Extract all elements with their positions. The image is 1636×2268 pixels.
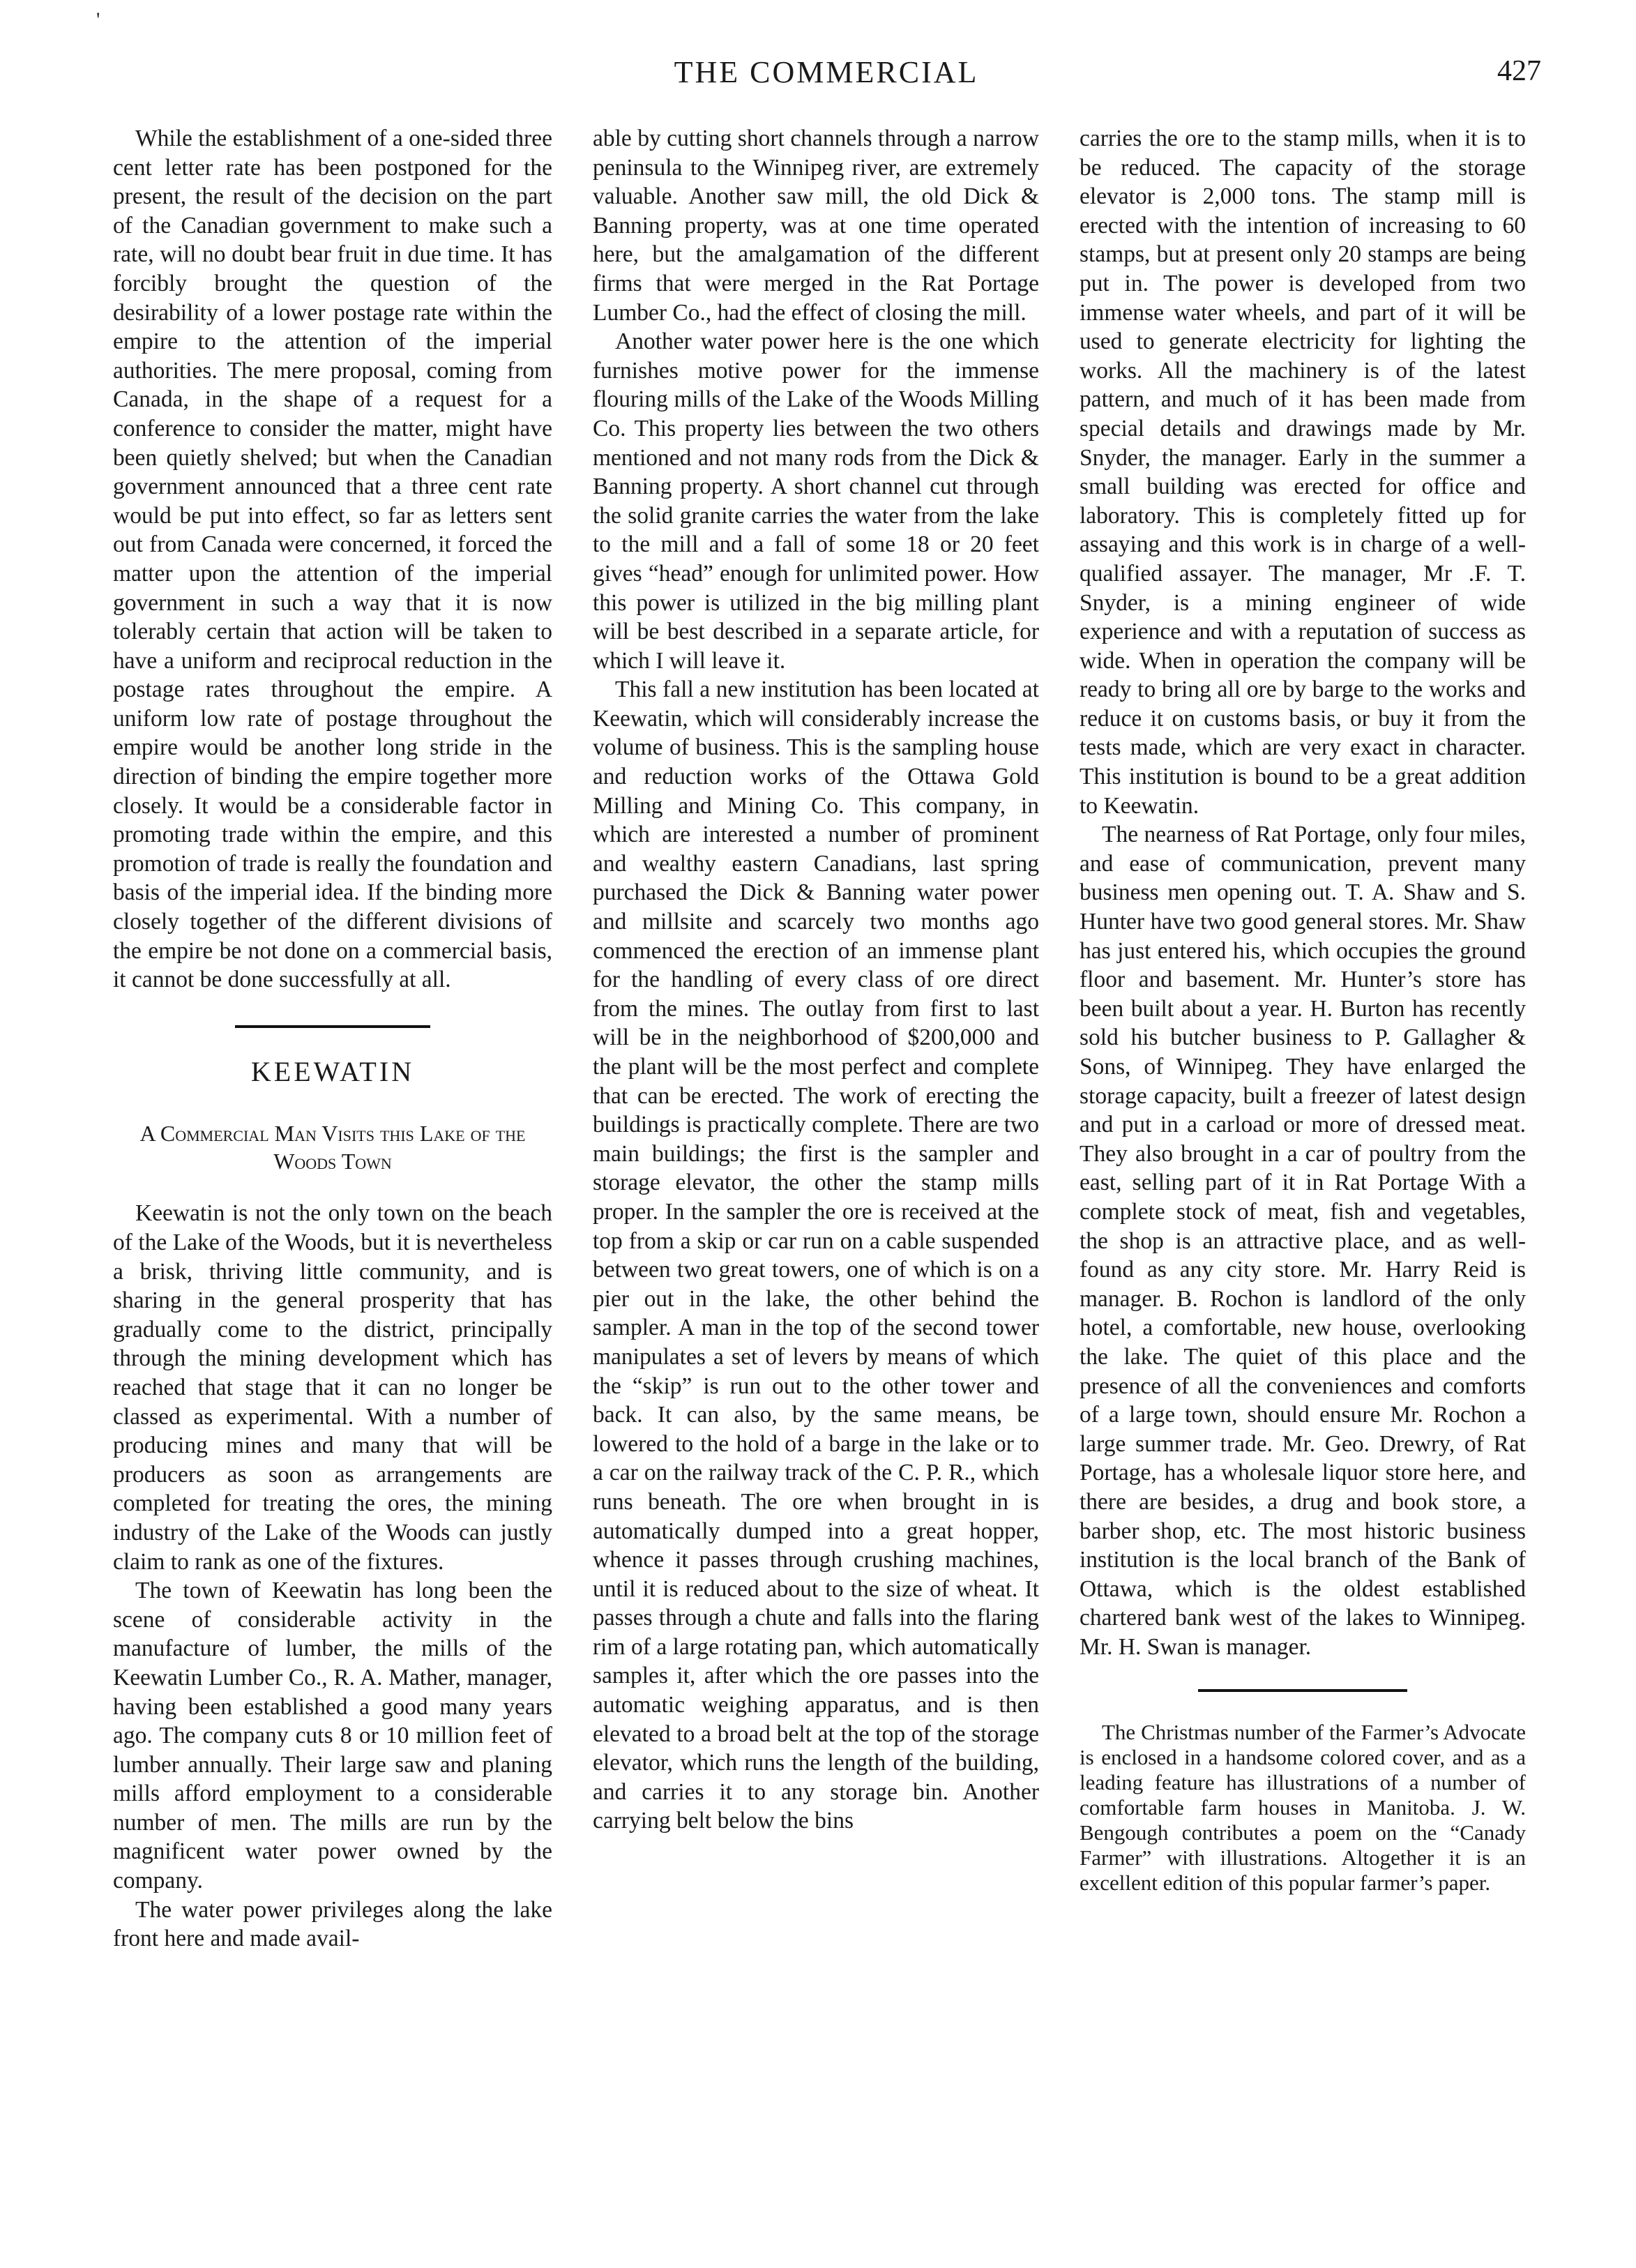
margin-mark: ' [96,8,100,31]
article-paragraph: The nearness of Rat Portage, only four miles, and ease of communication, prevent many business men opening out. T. A. Shaw and S. Hunter have two good general stores. Mr. Shaw has just entered his, which occupies the ground floor and basement. Mr. Hunter’s store has been built about a year. H. Burton has recently sold his butcher business to P. Gallagher & Sons, of Winnipeg. They have enlarged the storage capacity, built a freezer of latest design and put in a carload or more of dressed meat. They also brought in a car of poultry from the east, selling part of it in Rat Portage With a complete stock of meat, fish and vegetables, the shop is an attractive place, and as well-found as any city store. Mr. Harry Reid is manager. B. Rochon is landlord of the only hotel, a comfortable, new house, overlooking the lake. The quiet of this place and the presence of all the conveniences and comforts of a large town, should ensure Mr. Rochon a large summer trade. Mr. Geo. Drewry, of Rat Portage, has a wholesale liquor store here, and there are besides, a drug and book store, a barber shop, etc. The most historic business institution is the local branch of the Bank of Ottawa, which is the oldest established chartered bank west of the lakes to Winnipeg. Mr. H. Swan is manager. [1080,822,1526,1660]
article-paragraph: Keewatin is not the only town on the beach of the Lake of the Woods, but it is nevertheless a brisk, thriving little community, and is sharing in the general prosperity that has gradually come to the district, principally through the mining development which has reached that stage that it can no longer be classed as experimental. With a number of producing mines and many that will be producers as soon as arrangements are completed for treating the ores, the mining industry of the Lake of the Woods can justly claim to rank as one of the fixtures. [113,1200,552,1575]
article-paragraph: carries the ore to the stamp mills, when it is to be reduced. The capacity of the storage elevator is 2,000 tons. The stamp mill is erected with the intention of increasing to 60 stamps, but at present only 20 stamps are being put in. The power is developed from two immense water wheels, and part of it will be used to generate electricity for lighting the works. All the machinery is of the latest pattern, and much of it has been made from special details and drawings made by Mr. Snyder, the manager. Early in the summer a small building was erected for office and laboratory. This is completely fitted up for assaying and this work is in charge of a well-qualified assayer. The manager, Mr .F. T. Snyder, is a mining engineer of wide experience and with a reputation of success as wide. When in operation the company will be ready to bring all ore by barge to the works and reduce it on customs basis, or buy it from the tests made, which are very exact in character. This institution is bound to be a great addition to Keewatin. [1080,126,1526,819]
column-2 [593,124,1039,1836]
column-1 [113,124,552,1953]
article-paragraph: While the establishment of a one-sided three cent letter rate has been postponed for the present, the result of the decision on the part of the Canadian government to make such a rate, will no doubt bear fruit in due time. It has forcibly brought the question of the desirability of a lower postage rate within the empire to the attention of the imperial authorities. The mere proposal, coming from Canada, in the shape of a request for a conference to consider the matter, might have been quietly shelved; but when the Canadian government announced that a three cent rate would be put into effect, so far as letters sent out from Canada were concerned, it forced the matter upon the attention of the imperial government in such a way that it is now tolerably certain that action will be taken to have a uniform and reciprocal reduction in the postage rates throughout the empire. A uniform low rate of postage throughout the empire would be another long stride in the direction of binding the empire together more closely. It would be a considerable factor in promoting trade within the empire, and this promotion of trade is really the foundation and basis of the imperial idea. If the binding more closely together of the different divisions of the empire be not done on a commercial basis, it cannot be done successfully at all. [113,126,552,993]
section-title: KEEWATIN [250,1055,415,1087]
section-divider [235,1025,430,1028]
masthead [112,54,1541,103]
section-divider [1198,1689,1407,1692]
notice-paragraph: The Christmas number of the Farmer’s Advocate is enclosed in a handsome colored cover, and as a leading feature has illustrations of a number of comfortable farm houses in Manitoba. J. W. Bengough contributes a poem on the “Canady Farmer” with illustrations. Altogether it is an excellent edition of this popular farmer’s paper. [1080,1720,1526,1896]
article-paragraph: able by cutting short channels through a narrow peninsula to the Winnipeg river, are extremely valuable. Another saw mill, the old Dick & Banning property, was at one time operated here, but the amalgamation of the different firms that were merged in the Rat Portage Lumber Co., had the effect of closing the mill. [593,126,1039,326]
page-number: 427 [1497,55,1541,87]
section-subtitle: A Commercial Man Visits this Lake of the Woods Town [139,1121,526,1174]
article-paragraph: The town of Keewatin has long been the scene of considerable activity in the manufacture of lumber, the mills of the Keewatin Lumber Co., R. A. Mather, manager, having been established a good many years ago. The company cuts 8 or 10 million feet of lumber annually. Their large saw and planing mills afford employment to a considerable number of men. The mills are run by the magnificent water power owned by the company. [113,1578,552,1894]
article-paragraph: Another water power here is the one which furnishes motive power for the immense flouring mills of the Lake of the Woods Milling Co. This property lies between the two others mentioned and not many rods from the Dick & Banning property. A short channel cut through the solid granite carries the water from the lake to the mill and a fall of some 18 or 20 feet gives “head” enough for unlimited power. How this power is utilized in the big milling plant will be best described in a separate article, for which I will leave it. [593,328,1039,674]
article-paragraph: This fall a new institution has been located at Keewatin, which will considerably increase the volume of business. This is the sampling house and reduction works of the Ottawa Gold Milling and Mining Co. This company, in which are interested a number of prominent and wealthy eastern Canadians, last spring purchased the Dick & Banning water power and millsite and scarcely two months ago commenced the erection of an immense plant for the handling of every class of ore direct from the mines. The outlay from first to last will be in the neighborhood of $200,000 and the plant will be the most perfect and complete that can be erected. The work of erecting the buildings is practically complete. There are two main buildings; the first is the sampler and storage elevator, the other the stamp mills proper. In the sampler the ore is received at the top from a skip or car run on a cable suspended between two great towers, one of which is on a pier out in the lake, the other behind the sampler. A man in the top of the second tower manipulates a set of levers by means of which the “skip” is run out to the other tower and back. It can also, by the same means, be lowered to the hold of a barge in the lake or to a car on the railway track of the C. P. R., which runs beneath. The ore when brought in is automatically dumped into a great hopper, whence it passes through crushing machines, until it is reduced about to the size of wheat. It passes through a chute and falls into the flaring rim of a large rotating pan, which automatically samples it, after which the ore passes into the automatic weighing apparatus, and is then elevated to a broad belt at the top of the storage elevator, which runs the length of the building, and carries it to any storage bin. Another carrying belt below the bins [593,676,1039,1834]
article-paragraph: The water power privileges along the lake front here and made avail- [113,1896,552,1952]
publication-title: THE COMMERCIAL [674,55,979,89]
column-3 [1080,124,1526,1896]
